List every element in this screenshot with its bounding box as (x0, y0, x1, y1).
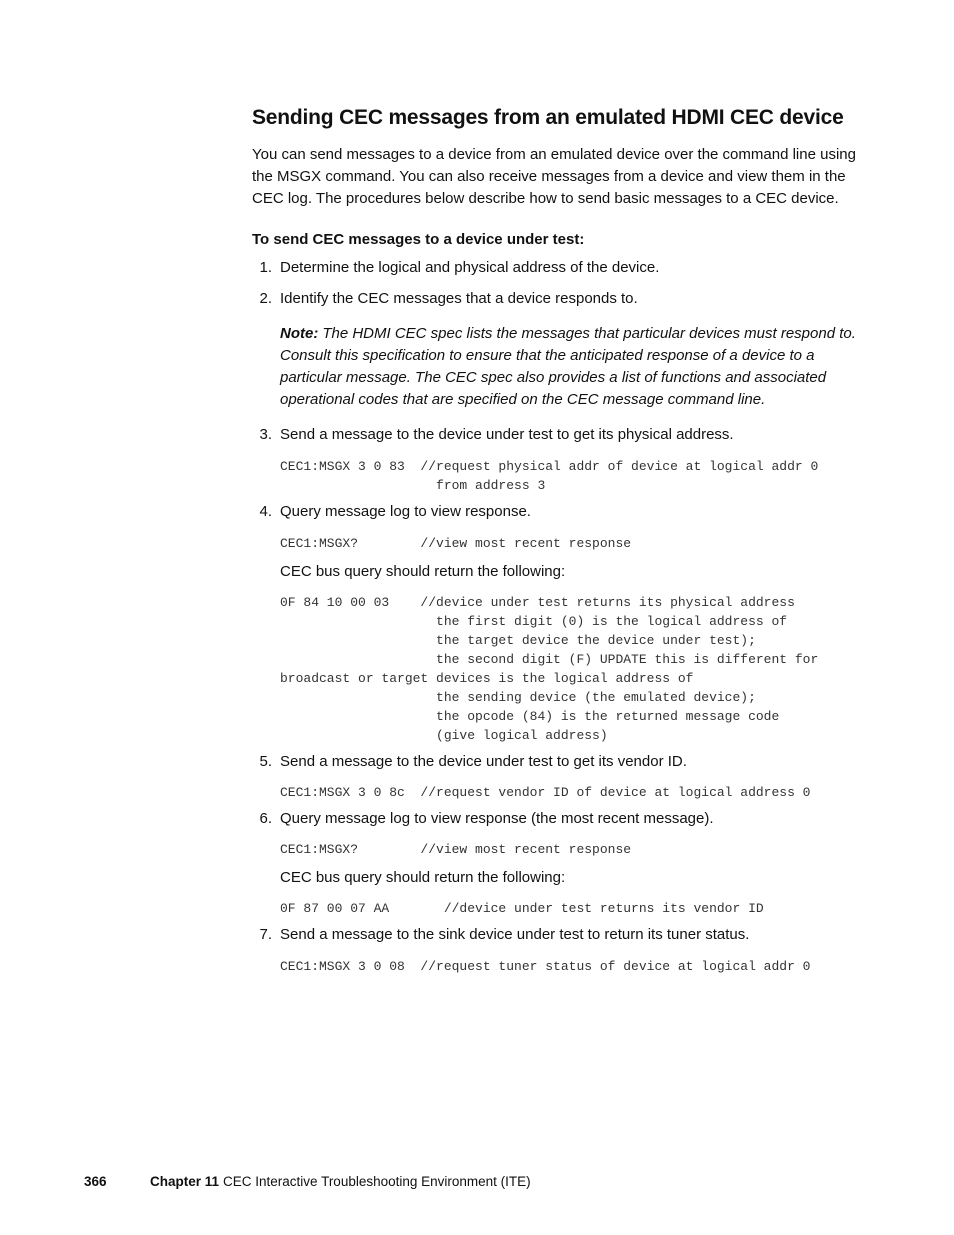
list-item (252, 288, 874, 411)
step-text: Send a message to the device under test to get its physical address. (280, 426, 734, 443)
step-text: Send a message to the sink device under test to return its tuner status. (280, 926, 750, 943)
return-text: CEC bus query should return the following: (280, 869, 566, 886)
step-number: 1. (259, 259, 272, 276)
code-block: 0F 84 10 00 03 //device under test returns its physical address the first digit (0) is the logical address of the target device the device under test); the second digit (F) UPDATE this is different for broadcast or target devices is the logical address of the sending device (the emulated device); the opcode (84) is the returned message code (give logical address) (280, 595, 819, 743)
step-text: Determine the logical and physical address of the device. (280, 259, 660, 276)
return-text: CEC bus query should return the following: (280, 563, 566, 580)
code-block: CEC1:MSGX 3 0 83 //request physical addr of device at logical addr 0 from address 3 (280, 459, 819, 493)
list-item (252, 808, 874, 918)
page-footer (84, 1172, 531, 1192)
step-number: 3. (259, 426, 272, 443)
page-number: 366 (84, 1174, 107, 1189)
step-text: Send a message to the device under test to get its vendor ID. (280, 753, 687, 770)
list-item (252, 751, 874, 802)
step-number: 7. (259, 926, 272, 943)
list-item (252, 424, 874, 495)
step-text: Query message log to view response (the most recent message). (280, 810, 714, 827)
step-number: 6. (259, 810, 272, 827)
code-block: CEC1:MSGX? //view most recent response (280, 842, 632, 857)
code-block: CEC1:MSGX 3 0 08 //request tuner status of device at logical addr 0 (280, 959, 811, 974)
list-item (252, 501, 874, 745)
code-block: 0F 87 00 07 AA //device under test returns its vendor ID (280, 901, 764, 916)
step-number: 2. (259, 290, 272, 307)
code-block: CEC1:MSGX 3 0 8c //request vendor ID of device at logical address 0 (280, 785, 811, 800)
procedure-heading: To send CEC messages to a device under test: (252, 231, 585, 248)
step-number: 4. (259, 503, 272, 520)
chapter-title: CEC Interactive Troubleshooting Environment (ITE) (223, 1174, 531, 1189)
steps-list (252, 257, 874, 976)
note-block (280, 323, 874, 411)
code-block: CEC1:MSGX? //view most recent response (280, 536, 632, 551)
step-text: Identify the CEC messages that a device responds to. (280, 290, 638, 307)
chapter-label: Chapter 11 (150, 1174, 220, 1189)
section-heading: Sending CEC messages from an emulated HDMI CEC device (252, 106, 844, 129)
note-text: The HDMI CEC spec lists the messages that particular devices must respond to. Consult this specification to ensure that the anticipated response of a device to a particular message. The CEC spec also provides a list of functions and associated operational codes that are specified on the CEC message command line. (280, 325, 856, 408)
page-content (252, 104, 874, 976)
step-number: 5. (259, 753, 272, 770)
intro-paragraph: You can send messages to a device from an emulated device over the command line using the MSGX command. You can also receive messages from a device and view them in the CEC log. The procedures below describe how to send basic messages to a CEC device. (252, 146, 856, 207)
list-item (252, 924, 874, 976)
step-text: Query message log to view response. (280, 503, 531, 520)
note-label: Note: (280, 325, 319, 342)
list-item (252, 257, 874, 279)
